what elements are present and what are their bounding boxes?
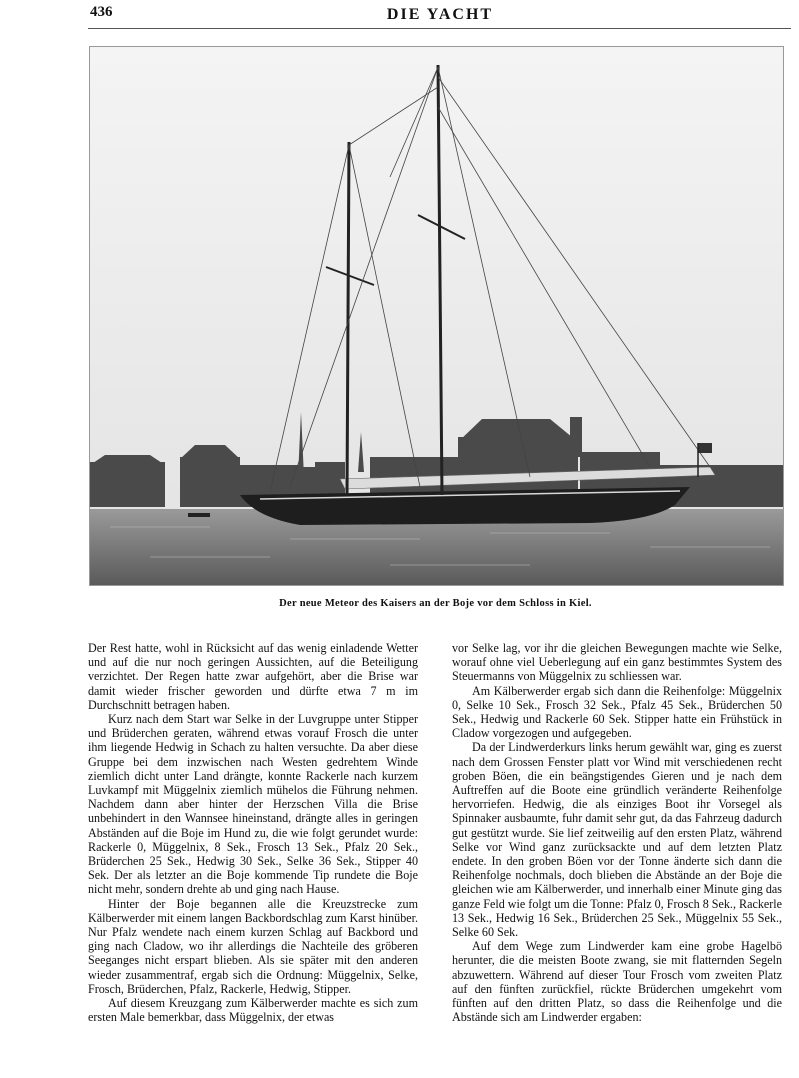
paragraph: vor Selke lag, vor ihr die gleichen Bewegungen machte wie Selke, worauf ohne viel Ueberlegung auf ein ganz bestimmtes System des Steuermanns von Müggelnix zu schliessen war.: [452, 641, 782, 684]
paragraph: Auf dem Wege zum Lindwerder kam eine grobe Hagelbö herunter, die die meisten Boote zwang, sie mit flatternden Segeln abzuwettern. Während auf dieser Tour Frosch vom zweiten Platz auf den fünften zurückfiel, rückte Brüderchen umgekehrt vom fünften auf den dritten Platz, so dass die Reihenfolge und die Abstände sich am Lindwerder ergaben:: [452, 939, 782, 1025]
yacht-photograph: [89, 46, 784, 586]
paragraph: Am Kälberwerder ergab sich dann die Reihenfolge: Müggelnix 0, Selke 10 Sek., Frosch 32 Sek., Pfalz 45 Sek., Brüderchen 50 Sek., Hedwig und Rackerle 60 Sek. Stipper hatte ein Frühstück in Cladow vorgezogen und aufgegeben.: [452, 683, 782, 741]
running-head-title: DIE YACHT: [386, 6, 494, 23]
paragraph: Kurz nach dem Start war Selke in der Luvgruppe unter Stipper und Brüderchen geraten, während etwas vorauf Frosch die unter ihm liegende Hedwig in Schach zu halten versuchte. Da aber diese Gruppe bei dem inzwischen nach Westen gedrehtem Winde ziemlich dicht unter Land drängte, konnte Rackerle nach kurzem Luvkampf mit Müggelnix ziemlich mühelos die Führung nehmen. Nachdem dann aber hinter der Herzschen Villa die Brise unbehindert in den Wannsee hineinstand, drängte alles in geringen Abständen auf die Boje im Hund zu, die wie folgt gerundet wurde: Rackerle 0, Müggelnix, 8 Sek., Frosch 13 Sek., Pfalz 20 Sek., Brüderchen 25 Sek., Hedwig 30 Sek., Selke 36 Sek., Stipper 40 Sek. Der als letzter an die Boje kommende Tip rundete die Boje nicht mehr, sondern drehte ab und ging nach Hause.: [88, 712, 418, 897]
paragraph: Hinter der Boje begannen alle die Kreuzstrecke zum Kälberwerder mit einem langen Backbordschlag zum Karst hinüber. Nur Pfalz wendete nach einem kurzen Schlag auf Backbord und ging nach Cladow, wo ihr allerdings die Nachteile des gröberen Seeganges nicht erspart blieben. Als sie später mit den anderen wieder zusammentraf, ergab sich die Ordnung: Müggelnix, Selke, Frosch, Brüderchen, Pfalz, Rackerle, Hedwig, Stipper.: [88, 896, 418, 996]
header-rule: [88, 28, 791, 29]
photo-illustration: [90, 47, 783, 585]
left-column: [88, 641, 418, 1071]
paragraph: Der Rest hatte, wohl in Rücksicht auf das wenig einladende Wetter und auf die nur noch geringen Aussichten, auf die Beteiligung verzichtet. Der Regen hatte zwar aufgehört, aber die Brise war damit wieder frischer geworden und dürfte etwa 7 m im Durchschnitt betragen haben.: [88, 641, 418, 712]
right-column: [452, 641, 782, 1071]
figure-caption: Der neue Meteor des Kaisers an der Boje vor dem Schloss in Kiel.: [279, 598, 592, 609]
paragraph: Auf diesem Kreuzgang zum Kälberwerder machte es sich zum ersten Male bemerkbar, dass Müggelnix, der etwas: [88, 996, 418, 1025]
paragraph: Da der Lindwerderkurs links herum gewählt war, ging es zuerst nach dem Grossen Fenster platt vor Wind mit verschiedenen recht groben Böen, die ein beängstigendes Gieren und je nach dem Auftreffen auf die Boote eine gründlich veränderte Reihenfolge hervorriefen. Hedwig, die als einziges Boot ihr Vorsegel als Spinnaker ausbaumte, fuhr damit sehr gut, da das Fahrzeug dadurch gut gestützt wurde. Sie lief zeitweilig auf den ersten Platz, während Selke vor Wind ganz zurücksackte und auf dem letzten Platz endete. In den groben Böen vor der Tonne änderte sich dann die Reihenfolge nochmals, doch blieben die Abstände an der Boje die gleichen wie am Kälberwerder, und innerhalb einer Minute ging das ganze Feld wie folgt um die Tonne: Pfalz 0, Frosch 8 Sek., Rackerle 13 Sek., Hedwig 16 Sek., Brüderchen 25 Sek., Müggelnix 55 Sek., Selke 60 Sek.: [452, 740, 782, 940]
page-number: 436: [90, 4, 113, 20]
